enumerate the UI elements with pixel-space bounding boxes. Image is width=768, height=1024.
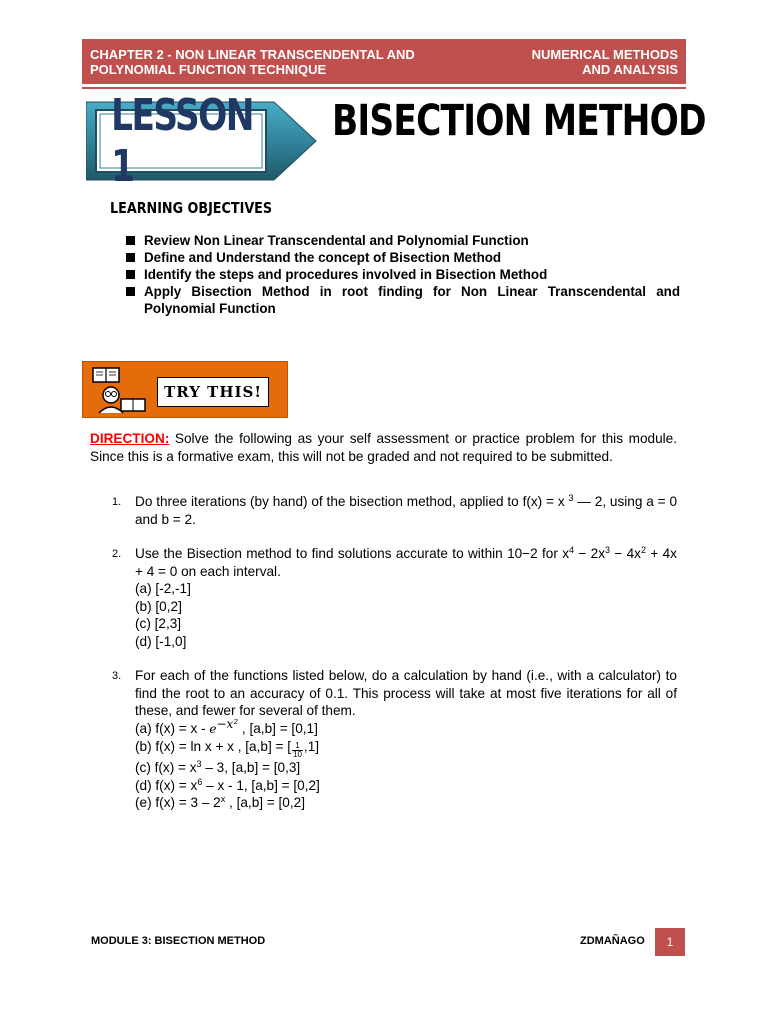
try-this-box (82, 361, 288, 418)
square-bullet-icon (126, 287, 135, 296)
problem-list (90, 493, 677, 829)
interval-list (135, 580, 677, 650)
objective-item (126, 232, 680, 249)
page-title: BISECTION METHOD (332, 96, 706, 146)
chapter-title-line1: CHAPTER 2 - NON LINEAR TRANSCENDENTAL AND (90, 47, 415, 62)
direction-text: Solve the following as your self assessment or practice problem for this module. Since this is a formative exam, this will not be graded and not required to be submitted. (90, 431, 677, 464)
footer-author: ZDMAÑAGO (580, 935, 645, 947)
exponent: 3 (196, 759, 202, 769)
interval-item: (c) [2,3] (135, 616, 182, 631)
objective-text: Define and Understand the concept of Bisection Method (144, 250, 502, 265)
interval-item: (a) [-2,-1] (135, 581, 191, 596)
function-text: – x - 1, [a,b] = [0,2] (202, 777, 320, 793)
fraction-numerator: 1 (292, 742, 303, 751)
lesson-banner (86, 90, 318, 192)
exponent: 3 (568, 493, 574, 503)
function-item (135, 759, 677, 777)
chapter-title-line2: POLYNOMIAL FUNCTION TECHNIQUE (90, 62, 327, 77)
function-text: ,1] (303, 739, 320, 754)
objective-text: Apply Bisection Method in root finding for Non Linear Transcendental and Polynomial Function (144, 284, 680, 316)
problem-text-part: Use the Bisection method to find solutions accurate to within 10−2 for x (135, 546, 570, 561)
function-text: (b) f(x) = ln x + x , [a,b] = [ (135, 739, 292, 754)
problem-text-part: + 4x + 4 = 0 on each interval. (135, 546, 677, 579)
objective-text: Identify the steps and procedures involved in Bisection Method (144, 267, 548, 282)
header-divider (82, 87, 686, 89)
direction-label: DIRECTION: (90, 431, 170, 446)
euler-e: e (209, 721, 217, 736)
exponent: 4 (569, 545, 575, 555)
interval-item: (d) [-1,0] (135, 633, 187, 649)
function-text: – 3, [a,b] = [0,3] (201, 760, 301, 775)
function-text: , [a,b] = [0,1] (238, 720, 318, 736)
reader-book-icon (91, 365, 153, 415)
objective-text: Review Non Linear Transcendental and Polynomial Function (144, 233, 529, 248)
objective-item (126, 283, 680, 317)
fraction-denominator: 10 (293, 750, 302, 759)
exponent: 3 (605, 545, 611, 555)
function-text: (c) f(x) = x (135, 760, 197, 775)
exponent: −x² (216, 716, 239, 731)
square-bullet-icon (126, 253, 135, 262)
problem-item (90, 545, 677, 650)
objectives-list (126, 232, 680, 317)
objective-item (126, 249, 680, 266)
page-header (82, 39, 686, 84)
problem-text (135, 493, 677, 528)
problem-item (90, 667, 677, 812)
exponent: x (220, 794, 226, 804)
square-bullet-icon (126, 270, 135, 279)
exponent: 6 (197, 776, 203, 787)
problem-text (135, 545, 677, 580)
function-text: (a) f(x) = x - (135, 720, 210, 736)
try-this-label: TRY THIS! (157, 377, 269, 407)
problem-text: For each of the functions listed below, do a calculation by hand (i.e., with a calculator) to find the root to an accuracy of 0.1. This process will take at most five iterations for all of these, and fewer for several of them. (135, 668, 677, 718)
interval-item: (b) [0,2] (135, 598, 182, 614)
lesson-label: LESSON 1 (111, 90, 253, 192)
function-text: (d) f(x) = x (135, 777, 198, 793)
problem-item (90, 493, 677, 528)
problem-text-part: — 2, using a = 0 and b = 2. (135, 494, 678, 527)
footer-module: MODULE 3: BISECTION METHOD (91, 935, 266, 947)
function-text: , [a,b] = [0,2] (225, 795, 305, 810)
objectives-heading: LEARNING OBJECTIVES (110, 199, 273, 217)
problem-text-part: − 4x (610, 546, 641, 561)
function-text: (e) f(x) = 3 – 2 (135, 795, 221, 810)
square-bullet-icon (126, 236, 135, 245)
course-title-line2: AND ANALYSIS (582, 62, 678, 77)
function-item (135, 738, 677, 759)
page-number: 1 (655, 928, 685, 956)
problem-number: 1. (112, 496, 122, 508)
function-list (135, 716, 677, 812)
function-item (135, 777, 677, 795)
course-title (532, 47, 678, 77)
problem-text-part: Do three iterations (by hand) of the bisection method, applied to f(x) = x (135, 494, 569, 509)
direction-paragraph (90, 430, 677, 465)
chapter-title (90, 47, 415, 77)
function-item (135, 794, 677, 812)
objective-item (126, 266, 680, 283)
problem-text-part: − 2x (574, 546, 605, 561)
function-item (135, 716, 677, 739)
problem-number: 2. (112, 548, 122, 560)
exponent: 2 (640, 545, 646, 555)
course-title-line1: NUMERICAL METHODS (531, 47, 678, 62)
problem-number: 3. (112, 670, 122, 682)
fraction (292, 742, 303, 759)
